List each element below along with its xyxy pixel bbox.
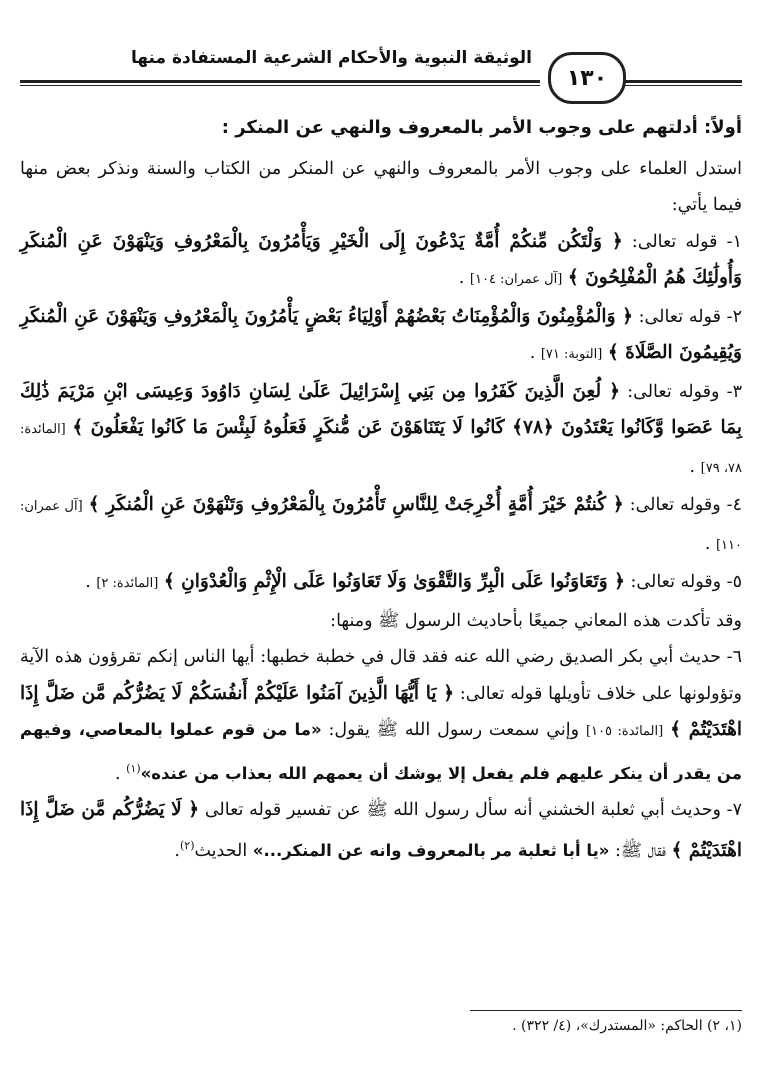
hadith-quote: «ما من قوم عملوا بالمعاصي، وفيهم من يقدر أن ينكر عليهم فلم يفعل إلا يوشك أن يعمهم الله بعذاب من عنده» [20,720,742,783]
footnote-marker: (١) [126,761,141,775]
hadith-item-6 [20,639,742,792]
verse-reference: [المائدة: ١٠٥] [585,724,664,739]
item-tail: . [689,456,701,477]
evidence-item-5 [20,564,742,603]
hadith-quote: «يا أبا ثعلبة مر بالمعروف وانه عن المنكر...» [252,841,610,861]
verse-reference: [المائدة: ٧٨، ٧٩] [20,422,742,476]
page-number-badge [548,52,626,104]
hadith-after: الحديث [194,841,253,862]
header-rule-right [620,80,742,83]
hadith-mid: وإني سمعت رسول الله ﷺ يقول: [321,720,586,740]
item-tail: . [458,268,470,288]
verse-reference: [المائدة: ٢] [96,576,159,591]
quran-verse: ﴿ وَلْتَكُن مِّنكُمْ أُمَّةٌ يَدْعُونَ إِلَى الْخَيْرِ وَيَأْمُرُونَ بِالْمَعْرُوفِ وَيَنْهَوْنَ عَنِ الْمُنكَرِ وَأُولَٰئِكَ هُمُ الْمُفْلِحُونَ ﴾ [20,230,742,288]
hadith-lead: ٦- حديث أبي بكر الصديق رضي الله عنه فقد قال في خطبة خطبها: أيها الناس إنكم تقرؤون هذه الآية وتؤولونها على خلاف تأويلها قوله تعالى: [20,647,742,704]
verse-reference: [آل عمران: ١٠٤] [469,272,563,287]
quran-verse: ﴿ كُنتُمْ خَيْرَ أُمَّةٍ أُخْرِجَتْ لِلنَّاسِ تَأْمُرُونَ بِالْمَعْرُوفِ وَتَنْهَوْنَ عَنِ الْمُنكَرِ ﴾ [88,494,624,515]
hadith-tail: . [114,763,127,784]
quran-verse: ﴿ لُعِنَ الَّذِينَ كَفَرُوا مِن بَنِي إِسْرَائِيلَ عَلَىٰ لِسَانِ دَاوُودَ وَعِيسَى ابْنِ مَرْيَمَ ذَٰلِكَ بِمَا عَصَوا وَّكَانُوا يَعْتَدُونَ ﴿٧٨﴾ كَانُوا لَا يَتَنَاهَوْنَ عَن مُّنكَرٍ فَعَلُوهُ لَبِئْسَ مَا كَانُوا يَفْعَلُونَ ﴾ [20,380,742,438]
item-lead: ٤- وقوله تعالى: [623,495,742,515]
section-heading-colon: : [221,117,236,138]
item-lead: ١- قوله تعالى: [622,231,742,252]
hadith-tail: . [174,841,180,862]
item-tail: . [85,572,97,592]
page-body [20,110,742,870]
hadith-item-7 [20,792,742,870]
footnote: (١، ٢) الحاكم: «المستدرك»، (٤/ ٣٢٢) . [512,1018,742,1034]
section-heading [20,110,742,147]
header-rule [20,80,540,83]
quran-verse: ﴿ لَا يَضُرُّكُم مَّن ضَلَّ إِذَا اهْتَدَيْتُمْ ﴾ [20,798,742,862]
quran-verse: ﴿ وَالْمُؤْمِنُونَ وَالْمُؤْمِنَاتُ بَعْضُهُمْ أَوْلِيَاءُ بَعْضٍ يَأْمُرُونَ بِالْمَعْرُوفِ وَيَنْهَوْنَ عَنِ الْمُنكَرِ وَيُقِيمُونَ الصَّلَاةَ ﴾ [20,305,742,363]
item-tail: . [529,343,541,363]
header-rule-thin [20,85,540,86]
quran-verse: ﴿ يَا أَيُّهَا الَّذِينَ آمَنُوا عَلَيْكُمْ أَنفُسَكُمْ لَا يَضُرُّكُم مَّن ضَلَّ إِذَا اهْتَدَيْتُمْ ﴾ [20,682,743,740]
item-lead: ٥- وقوله تعالى: [624,572,742,592]
hadith-lead: ٧- وحديث أبي ثعلبة الخشني أنه سأل رسول الله ﷺ عن تفسير قوله تعالى [199,799,742,820]
page-number: ١٣٠ [566,65,608,91]
hadith-intro: وقد تأكدت هذه المعاني جميعًا بأحاديث الرسول ﷺ ومنها: [330,610,742,631]
intro-paragraph: استدل العلماء على وجوب الأمر بالمعروف والنهي عن المنكر من الكتاب والسنة ونذكر بعض منها فيما يأتي: [20,158,742,215]
evidence-item-3 [20,374,742,488]
evidence-item-1 [20,224,742,299]
header-rule-right-thin [620,85,742,86]
item-lead: ٣- وقوله تعالى: [620,381,742,402]
running-header-title: الوثيقة النبوية والأحكام الشرعية المستفادة منها [130,48,532,68]
item-tail: . [704,533,716,554]
quran-verse: ﴿ وَتَعَاوَنُوا عَلَى الْبِرِّ وَالتَّقْوَىٰ وَلَا تَعَاوَنُوا عَلَى الْإِثْمِ وَالْعُدْوَانِ ﴾ [163,571,625,592]
footnote-marker: (٢) [179,839,195,853]
evidence-item-2 [20,299,742,374]
item-lead: ٢- قوله تعالى: [632,306,742,327]
hadith-mid: فقال ﷺ: [609,841,672,862]
section-heading-text: أولاً: أدلتهم على وجوب الأمر بالمعروف والنهي عن المنكر [235,117,742,138]
evidence-item-4 [20,487,742,564]
verse-reference: [آل عمران: ١١٠] [20,499,742,553]
verse-reference: [التوبة: ٧١] [540,347,603,362]
footnote-separator [470,1010,742,1011]
